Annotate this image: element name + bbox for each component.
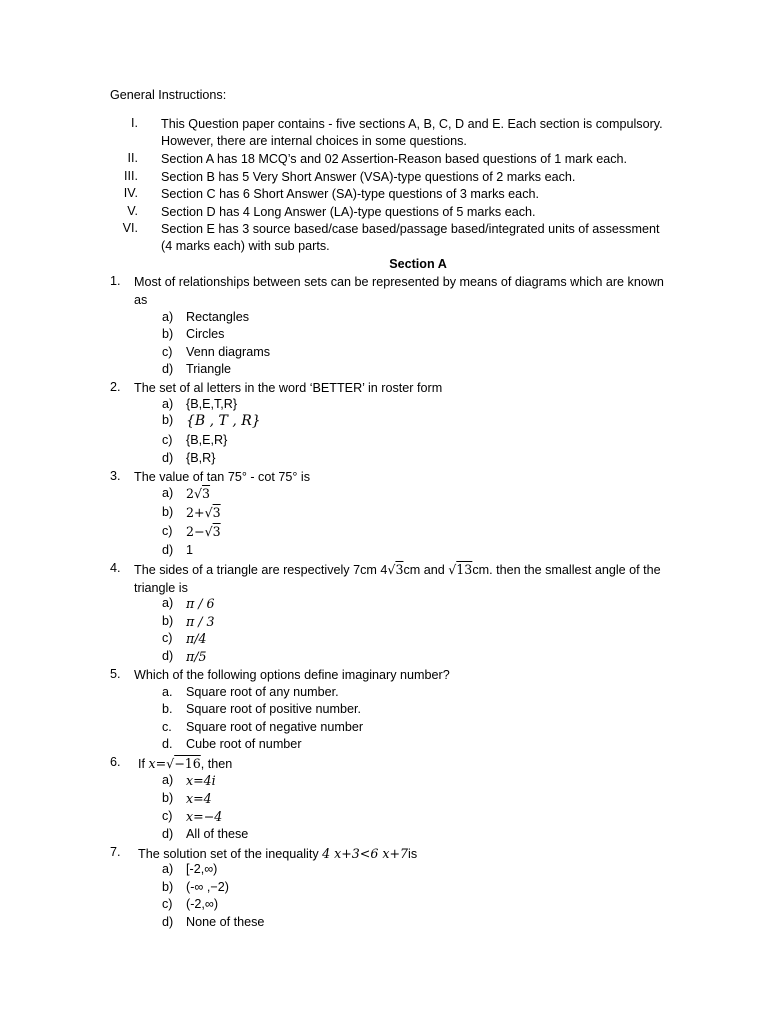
option-label: b) [162,413,174,427]
option-text: 2√3 [186,486,211,501]
option-label: a) [162,773,174,787]
option-text: [-2,∞) [186,862,218,876]
option-label: c) [162,897,173,911]
question-text [138,845,668,864]
question-text: Most of relationships between sets can be represented by means of diagrams which are known as [134,275,664,307]
instruction-text: Section E has 3 source based/case based/passage based/integrated units of assessment (4 marks each) with sub parts. [161,222,660,253]
option-expr: 2− [186,524,205,539]
radicand: 13 [456,562,473,577]
radicand: 3 [212,524,221,539]
instruction-number: II. [127,151,138,165]
instructions-heading: General Instructions: [110,88,227,102]
option [0,327,768,345]
option [0,649,768,667]
question-text [138,755,668,774]
option-label: c) [162,809,173,823]
question-text: The value of tan 75° - cot 75° is [134,470,310,484]
option-text: {B , T , R} [186,413,261,429]
option-label: d) [162,827,174,841]
question-number: 1. [110,274,121,288]
instruction-text: Section D has 4 Long Answer (LA)-type questions of 5 marks each. [161,205,536,219]
radicand: −16 [174,756,201,771]
sqrt-expr: √−16 [166,756,201,771]
option-text: All of these [186,827,249,841]
option-text: (-∞ ,−2) [186,880,229,894]
math-expr: 4 x+3<6 x+7 [322,846,409,861]
option-text: None of these [186,915,265,929]
option [0,897,768,915]
option-expr: 2 [186,486,195,501]
option-label: c) [162,433,173,447]
instruction-number: VI. [122,221,138,235]
option-text: π / 6 [186,596,215,611]
instruction-text: Section A has 18 MCQ’s and 02 Assertion-Reason based questions of 1 mark each. [161,152,628,166]
option [0,596,768,614]
option-text: Square root of negative number [186,720,364,734]
option-label: d) [162,543,174,557]
option-text: x=4 [186,791,212,806]
option-text: Rectangles [186,310,250,324]
option-text: Square root of positive number. [186,702,362,716]
option [0,543,768,561]
option-label: b) [162,880,174,894]
option [0,433,768,451]
question-number: 2. [110,380,121,394]
question-text: The set of al letters in the word ‘BETTER’ in roster form [134,381,443,395]
sqrt-expr: √3 [387,562,404,577]
option-text: 1 [186,543,194,557]
option-label: d) [162,362,174,376]
question-text-part: cm and [403,563,449,577]
question-text-part: The sides of a triangle are respectively 7cm 4 [134,563,388,577]
instruction-number: IV. [123,186,138,200]
option-label: a) [162,310,174,324]
option-label: a) [162,862,174,876]
question-number: 4. [110,561,121,575]
option [0,486,768,504]
option-label: d) [162,451,174,465]
option [0,362,768,380]
option [0,614,768,632]
option [0,524,768,542]
option-label: b) [162,791,174,805]
option-label: a) [162,486,174,500]
question-number: 5. [110,667,121,681]
option-label: a. [162,685,173,699]
option-text: x=4i [186,773,216,788]
option [0,720,768,738]
radicand: 3 [202,486,211,501]
option [0,915,768,933]
option [0,791,768,809]
option [0,345,768,363]
option-text: Venn diagrams [186,345,271,359]
question-number: 7. [110,845,121,859]
option-label: d) [162,915,174,929]
option-label: b) [162,327,174,341]
option-text: Triangle [186,362,232,376]
option-text: 2−√3 [186,524,221,539]
option [0,451,768,469]
question-text [134,561,664,597]
question-text-part: If [138,757,149,771]
option-text: Circles [186,327,225,341]
question-number: 3. [110,469,121,483]
question-text-part: The solution set of the inequality [138,847,323,861]
option-label: c) [162,631,173,645]
option [0,862,768,880]
instruction-number: III. [124,169,138,183]
option [0,310,768,328]
option [0,702,768,720]
instruction-text: This Question paper contains - five sections A, B, C, D and E. Each section is compulsory. However, there are internal choices in some questions. [161,117,663,148]
instruction-text: Section B has 5 Very Short Answer (VSA)-type questions of 2 marks each. [161,170,576,184]
question-text: Which of the following options define imaginary number? [134,668,450,682]
instruction-number: V. [127,204,138,218]
question-text-part: is [408,847,418,861]
question-number: 6. [110,755,121,769]
math-expr: x= [148,756,167,771]
option-text: {B,E,R} [186,433,228,447]
option-text: x=−4 [186,809,223,824]
option-label: b) [162,614,174,628]
option-label: b. [162,702,173,716]
option-label: b) [162,505,174,519]
section-title: Section A [389,257,447,271]
question-text-part: , then [200,757,233,771]
option-text: {B,R} [186,451,216,465]
option [0,631,768,649]
option-text: Cube root of number [186,737,302,751]
question-text-part: cm. then the smallest angle of the triangle is [134,563,661,595]
option [0,809,768,827]
option [0,505,768,523]
radicand: 3 [395,562,404,577]
option-text: π / 3 [186,614,215,629]
option-label: d. [162,737,173,751]
option-text: 2+√3 [186,505,221,520]
option-label: c) [162,345,173,359]
sqrt-expr: √13 [448,562,473,577]
option-label: d) [162,649,174,663]
option [0,880,768,898]
option-text: Square root of any number. [186,685,339,699]
radicand: 3 [212,505,221,520]
option-expr: 2+ [186,505,205,520]
instruction-number: I. [131,116,138,130]
option [0,773,768,791]
option-text: {B,E,T,R} [186,397,238,411]
option [0,737,768,755]
option [0,827,768,845]
option-label: a) [162,596,174,610]
option-label: c. [162,720,172,734]
instruction-text: Section C has 6 Short Answer (SA)-type questions of 3 marks each. [161,187,539,201]
option-label: c) [162,524,173,538]
option [0,685,768,703]
option-text: (-2,∞) [186,897,219,911]
option [0,413,768,431]
option-text: π/4 [186,631,207,646]
option-text: π/5 [186,649,207,664]
option-label: a) [162,397,174,411]
